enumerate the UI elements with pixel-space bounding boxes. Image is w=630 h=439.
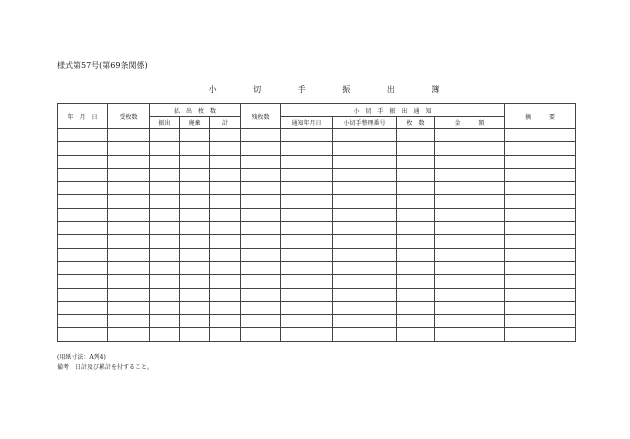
table-cell[interactable]	[210, 155, 241, 168]
header-notice-count: 枚 数	[397, 117, 435, 129]
header-payout-total: 計	[210, 117, 241, 129]
table-cell[interactable]	[397, 195, 435, 208]
table-cell[interactable]	[241, 222, 281, 235]
table-cell[interactable]	[333, 182, 397, 195]
notes	[57, 353, 153, 373]
table-cell[interactable]	[58, 248, 108, 261]
table-cell[interactable]	[180, 208, 210, 221]
table-cell[interactable]	[108, 129, 150, 142]
table-cell[interactable]	[397, 168, 435, 181]
table-cell[interactable]	[281, 182, 333, 195]
table-row	[58, 315, 576, 328]
table-cell[interactable]	[435, 222, 505, 235]
table-cell[interactable]	[150, 248, 180, 261]
table-cell[interactable]	[281, 315, 333, 328]
table-cell[interactable]	[281, 248, 333, 261]
table-cell[interactable]	[150, 155, 180, 168]
table-cell[interactable]	[505, 182, 576, 195]
table-cell[interactable]	[108, 235, 150, 248]
header-notice-date: 通知年月日	[281, 117, 333, 129]
table-cell[interactable]	[397, 261, 435, 274]
table-cell[interactable]	[435, 182, 505, 195]
table-cell[interactable]	[397, 328, 435, 341]
table-cell[interactable]	[108, 222, 150, 235]
table-cell[interactable]	[281, 275, 333, 288]
title-char: 小	[208, 85, 217, 94]
table-cell[interactable]	[150, 195, 180, 208]
header-payout-issued: 振出	[150, 117, 180, 129]
title-char: 簿	[431, 85, 440, 94]
title-char: 手	[297, 85, 306, 94]
table-cell[interactable]	[210, 248, 241, 261]
table-cell[interactable]	[333, 168, 397, 181]
table-cell[interactable]	[435, 248, 505, 261]
table-cell[interactable]	[435, 235, 505, 248]
table-cell[interactable]	[241, 261, 281, 274]
table-cell[interactable]	[241, 275, 281, 288]
table-row	[58, 328, 576, 341]
table-cell[interactable]	[333, 129, 397, 142]
table-cell[interactable]	[180, 155, 210, 168]
table-cell[interactable]	[435, 142, 505, 155]
table-cell[interactable]	[180, 261, 210, 274]
table-cell[interactable]	[108, 155, 150, 168]
table-cell[interactable]	[150, 142, 180, 155]
table-cell[interactable]	[505, 222, 576, 235]
table-cell[interactable]	[435, 315, 505, 328]
table-cell[interactable]	[397, 182, 435, 195]
table-cell[interactable]	[241, 328, 281, 341]
table-cell[interactable]	[58, 261, 108, 274]
table-cell[interactable]	[58, 235, 108, 248]
header-notice-group: 小 切 手 振 出 通 知	[281, 104, 505, 117]
table-cell[interactable]	[281, 261, 333, 274]
table-cell[interactable]	[108, 301, 150, 314]
table-cell[interactable]	[505, 315, 576, 328]
table-cell[interactable]	[180, 222, 210, 235]
title-char: 振	[342, 85, 351, 94]
header-payout-discarded: 廃棄	[180, 117, 210, 129]
table-cell[interactable]	[333, 315, 397, 328]
table-cell[interactable]	[180, 275, 210, 288]
table-cell[interactable]	[241, 208, 281, 221]
table-cell[interactable]	[397, 301, 435, 314]
table-cell[interactable]	[505, 155, 576, 168]
table-cell[interactable]	[241, 155, 281, 168]
table-cell[interactable]	[108, 288, 150, 301]
table-row	[58, 301, 576, 314]
header-payout-group: 払 出 枚 数	[150, 104, 241, 117]
header-date: 年 月 日	[58, 104, 108, 129]
table-cell[interactable]	[210, 208, 241, 221]
table-cell[interactable]	[210, 142, 241, 155]
table-row	[58, 288, 576, 301]
header-received-count: 受枚数	[108, 104, 150, 129]
table-cell[interactable]	[210, 182, 241, 195]
table-cell[interactable]	[281, 222, 333, 235]
table-cell[interactable]	[210, 328, 241, 341]
table-cell[interactable]	[281, 208, 333, 221]
table-cell[interactable]	[210, 301, 241, 314]
table-cell[interactable]	[108, 142, 150, 155]
table-cell[interactable]	[108, 328, 150, 341]
table-cell[interactable]	[435, 288, 505, 301]
table-cell[interactable]	[108, 248, 150, 261]
table-cell[interactable]	[58, 168, 108, 181]
table-cell[interactable]	[150, 129, 180, 142]
table-cell[interactable]	[58, 142, 108, 155]
table-cell[interactable]	[397, 155, 435, 168]
table-cell[interactable]	[333, 248, 397, 261]
remark-note: 備考 日計及び累計を付すること。	[57, 364, 154, 371]
table-cell[interactable]	[435, 301, 505, 314]
table-row	[58, 182, 576, 195]
table-cell[interactable]	[58, 328, 108, 341]
table-cell[interactable]	[150, 222, 180, 235]
table-cell[interactable]	[210, 288, 241, 301]
table-cell[interactable]	[150, 301, 180, 314]
table-row	[58, 208, 576, 221]
table-cell[interactable]	[435, 275, 505, 288]
table-cell[interactable]	[180, 168, 210, 181]
table-cell[interactable]	[241, 248, 281, 261]
table-cell[interactable]	[150, 261, 180, 274]
table-row	[58, 142, 576, 155]
header-check-number: 小切手整理番号	[333, 117, 397, 129]
table-row	[58, 222, 576, 235]
table-cell[interactable]	[58, 129, 108, 142]
table-cell[interactable]	[108, 195, 150, 208]
table-cell[interactable]	[180, 142, 210, 155]
table-cell[interactable]	[435, 261, 505, 274]
table-cell[interactable]	[333, 288, 397, 301]
table-cell[interactable]	[281, 288, 333, 301]
header-remarks: 摘 要	[505, 104, 576, 129]
table-cell[interactable]	[505, 142, 576, 155]
table-cell[interactable]	[180, 315, 210, 328]
table-cell[interactable]	[281, 235, 333, 248]
table-cell[interactable]	[397, 275, 435, 288]
table-cell[interactable]	[108, 208, 150, 221]
table-cell[interactable]	[180, 301, 210, 314]
form-number: 様式第57号(第69条関係)	[57, 61, 148, 70]
table-cell[interactable]	[435, 328, 505, 341]
table-cell[interactable]	[210, 235, 241, 248]
table-cell[interactable]	[505, 328, 576, 341]
table-cell[interactable]	[180, 248, 210, 261]
table-cell[interactable]	[333, 195, 397, 208]
table-cell[interactable]	[150, 315, 180, 328]
ledger-body	[58, 129, 576, 342]
table-cell[interactable]	[241, 288, 281, 301]
table-cell[interactable]	[108, 275, 150, 288]
table-cell[interactable]	[333, 261, 397, 274]
table-cell[interactable]	[241, 301, 281, 314]
table-cell[interactable]	[505, 261, 576, 274]
table-cell[interactable]	[333, 222, 397, 235]
header-remaining-count: 残枚数	[241, 104, 281, 129]
table-cell[interactable]	[108, 261, 150, 274]
table-row	[58, 129, 576, 142]
table-cell[interactable]	[281, 129, 333, 142]
table-cell[interactable]	[150, 208, 180, 221]
table-cell[interactable]	[281, 142, 333, 155]
table-row	[58, 248, 576, 261]
table-cell[interactable]	[333, 328, 397, 341]
table-cell[interactable]	[281, 168, 333, 181]
table-cell[interactable]	[241, 129, 281, 142]
table-cell[interactable]	[150, 275, 180, 288]
table-cell[interactable]	[150, 168, 180, 181]
table-cell[interactable]	[333, 208, 397, 221]
table-row	[58, 275, 576, 288]
table-cell[interactable]	[505, 275, 576, 288]
table-cell[interactable]	[281, 155, 333, 168]
table-cell[interactable]	[210, 275, 241, 288]
table-cell[interactable]	[150, 288, 180, 301]
table-cell[interactable]	[180, 235, 210, 248]
table-cell[interactable]	[281, 301, 333, 314]
table-cell[interactable]	[180, 288, 210, 301]
table-cell[interactable]	[397, 208, 435, 221]
table-cell[interactable]	[505, 235, 576, 248]
table-row	[58, 261, 576, 274]
table-cell[interactable]	[241, 195, 281, 208]
table-cell[interactable]	[435, 195, 505, 208]
table-cell[interactable]	[333, 301, 397, 314]
table-cell[interactable]	[397, 222, 435, 235]
table-cell[interactable]	[505, 195, 576, 208]
table-cell[interactable]	[505, 288, 576, 301]
form-title	[0, 84, 630, 95]
table-cell[interactable]	[505, 208, 576, 221]
table-cell[interactable]	[505, 248, 576, 261]
table-cell[interactable]	[397, 142, 435, 155]
table-cell[interactable]	[505, 129, 576, 142]
table-row	[58, 168, 576, 181]
table-cell[interactable]	[150, 182, 180, 195]
table-cell[interactable]	[333, 235, 397, 248]
table-cell[interactable]	[58, 195, 108, 208]
table-cell[interactable]	[210, 195, 241, 208]
table-cell[interactable]	[241, 142, 281, 155]
table-cell[interactable]	[241, 182, 281, 195]
table-row	[58, 155, 576, 168]
ledger-table	[57, 103, 576, 342]
table-cell[interactable]	[333, 142, 397, 155]
table-cell[interactable]	[505, 168, 576, 181]
table-cell[interactable]	[241, 235, 281, 248]
table-cell[interactable]	[108, 315, 150, 328]
table-cell[interactable]	[180, 328, 210, 341]
table-cell[interactable]	[435, 208, 505, 221]
table-cell[interactable]	[58, 222, 108, 235]
table-cell[interactable]	[180, 129, 210, 142]
title-char: 出	[386, 85, 395, 94]
table-cell[interactable]	[210, 261, 241, 274]
table-cell[interactable]	[210, 168, 241, 181]
table-cell[interactable]	[435, 168, 505, 181]
table-cell[interactable]	[333, 275, 397, 288]
table-cell[interactable]	[150, 235, 180, 248]
table-cell[interactable]	[58, 155, 108, 168]
table-cell[interactable]	[281, 328, 333, 341]
table-cell[interactable]	[435, 155, 505, 168]
table-row	[58, 195, 576, 208]
table-cell[interactable]	[180, 195, 210, 208]
table-cell[interactable]	[58, 315, 108, 328]
table-cell[interactable]	[180, 182, 210, 195]
table-cell[interactable]	[397, 315, 435, 328]
table-cell[interactable]	[58, 288, 108, 301]
table-cell[interactable]	[397, 235, 435, 248]
table-cell[interactable]	[210, 129, 241, 142]
table-cell[interactable]	[108, 168, 150, 181]
table-cell[interactable]	[58, 182, 108, 195]
table-cell[interactable]	[108, 182, 150, 195]
table-cell[interactable]	[58, 301, 108, 314]
table-cell[interactable]	[241, 315, 281, 328]
table-cell[interactable]	[435, 129, 505, 142]
header-amount: 金 額	[435, 117, 505, 129]
table-cell[interactable]	[397, 248, 435, 261]
table-row	[58, 235, 576, 248]
table-cell[interactable]	[397, 288, 435, 301]
table-cell[interactable]	[397, 129, 435, 142]
table-cell[interactable]	[150, 328, 180, 341]
table-cell[interactable]	[210, 315, 241, 328]
table-cell[interactable]	[58, 208, 108, 221]
table-cell[interactable]	[210, 222, 241, 235]
paper-size-note: (用紙寸法：A列4)	[57, 354, 106, 361]
table-cell[interactable]	[241, 168, 281, 181]
table-cell[interactable]	[505, 301, 576, 314]
title-char: 切	[253, 85, 262, 94]
table-cell[interactable]	[281, 195, 333, 208]
table-cell[interactable]	[333, 155, 397, 168]
table-cell[interactable]	[58, 275, 108, 288]
